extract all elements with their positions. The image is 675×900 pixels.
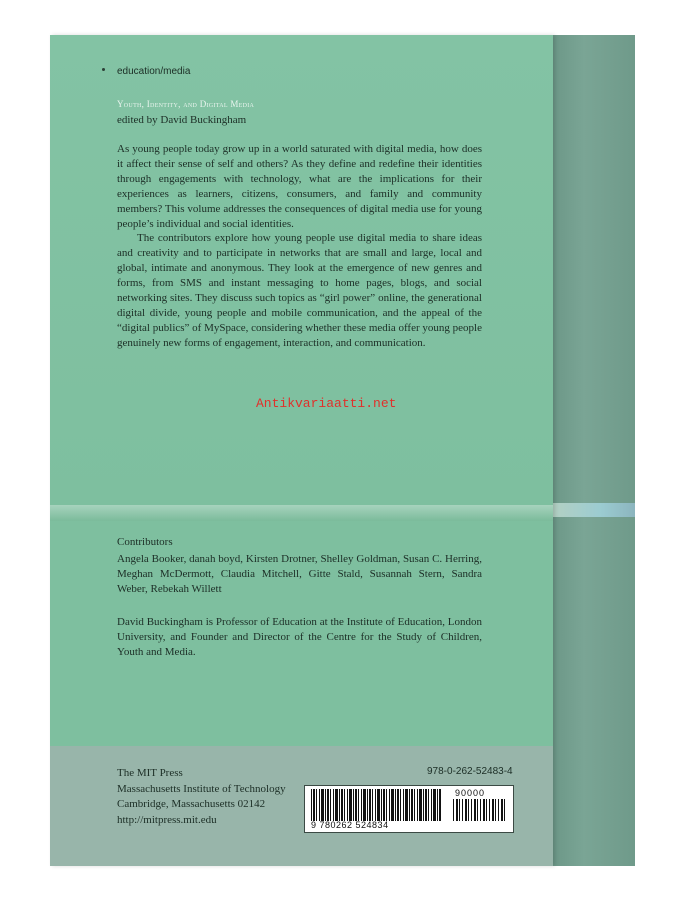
barcode-bars (311, 789, 441, 821)
cover (50, 35, 553, 866)
description-paragraph: The contributors explore how young people use digital media to share ideas and creativity and to participate in networks that are small and large, local and global, intimate and anonymous. They look at the emergence of new genres and forms, from SMS and instant messaging to home pages, blogs, and social networking sites. They discuss such topics as “girl power” online, the generational digital divide, young people and mobile communication, and the appeal of the “digital publics” of MySpace, considering whether these media offer young people genuinely new forms of engagement, interaction, and communication. (117, 232, 482, 349)
contributors-list: Angela Booker, danah boyd, Kirsten Drotner, Shelley Goldman, Susan C. Herring, Meghan McDermott, Claudia Mitchell, Gitte Stald, Susannah Stern, Sandra Weber, Rebekah Willett (117, 553, 482, 595)
barcode-addon-bars (453, 799, 507, 821)
publisher-name: The MIT Press (117, 767, 183, 779)
book-title: Youth, Identity, and Digital Media (117, 99, 255, 109)
description (117, 142, 482, 351)
book-back-cover (50, 35, 635, 866)
barcode-digits: 9 780262 524834 (311, 820, 389, 830)
publisher-city: Cambridge, Massachusetts 02142 (117, 798, 266, 810)
seller-watermark: Antikvariaatti.net (256, 396, 397, 411)
page-edge (550, 35, 635, 866)
isbn: 978-0-262-52483-4 (427, 766, 513, 777)
editor-credit: edited by David Buckingham (117, 114, 247, 126)
barcode-addon-digits: 90000 (455, 788, 486, 798)
author-bio: David Buckingham is Professor of Education at the Institute of Education, London University, and Founder and Director of the Centre for the Study of Children, Youth and Media. (117, 616, 482, 658)
edge-highlight (550, 503, 635, 517)
publisher-url: http://mitpress.mit.edu (117, 813, 217, 826)
cover-fold (50, 505, 553, 521)
bullet-icon (102, 68, 105, 71)
category-label: education/media (117, 66, 191, 77)
publisher-block (117, 766, 286, 828)
description-paragraph: As young people today grow up in a world saturated with digital media, how does it affect their sense of self and others? As they define and redefine their identities through engagements with technology, what are the implications for their experiences as learners, citizens, consumers, and family and community members? This volume addresses the consequences of digital media use for young people’s individual and social identities. (117, 143, 482, 230)
contributors-heading: Contributors (117, 536, 173, 548)
barcode (304, 785, 514, 833)
publisher-institution: Massachusetts Institute of Technology (117, 782, 286, 795)
